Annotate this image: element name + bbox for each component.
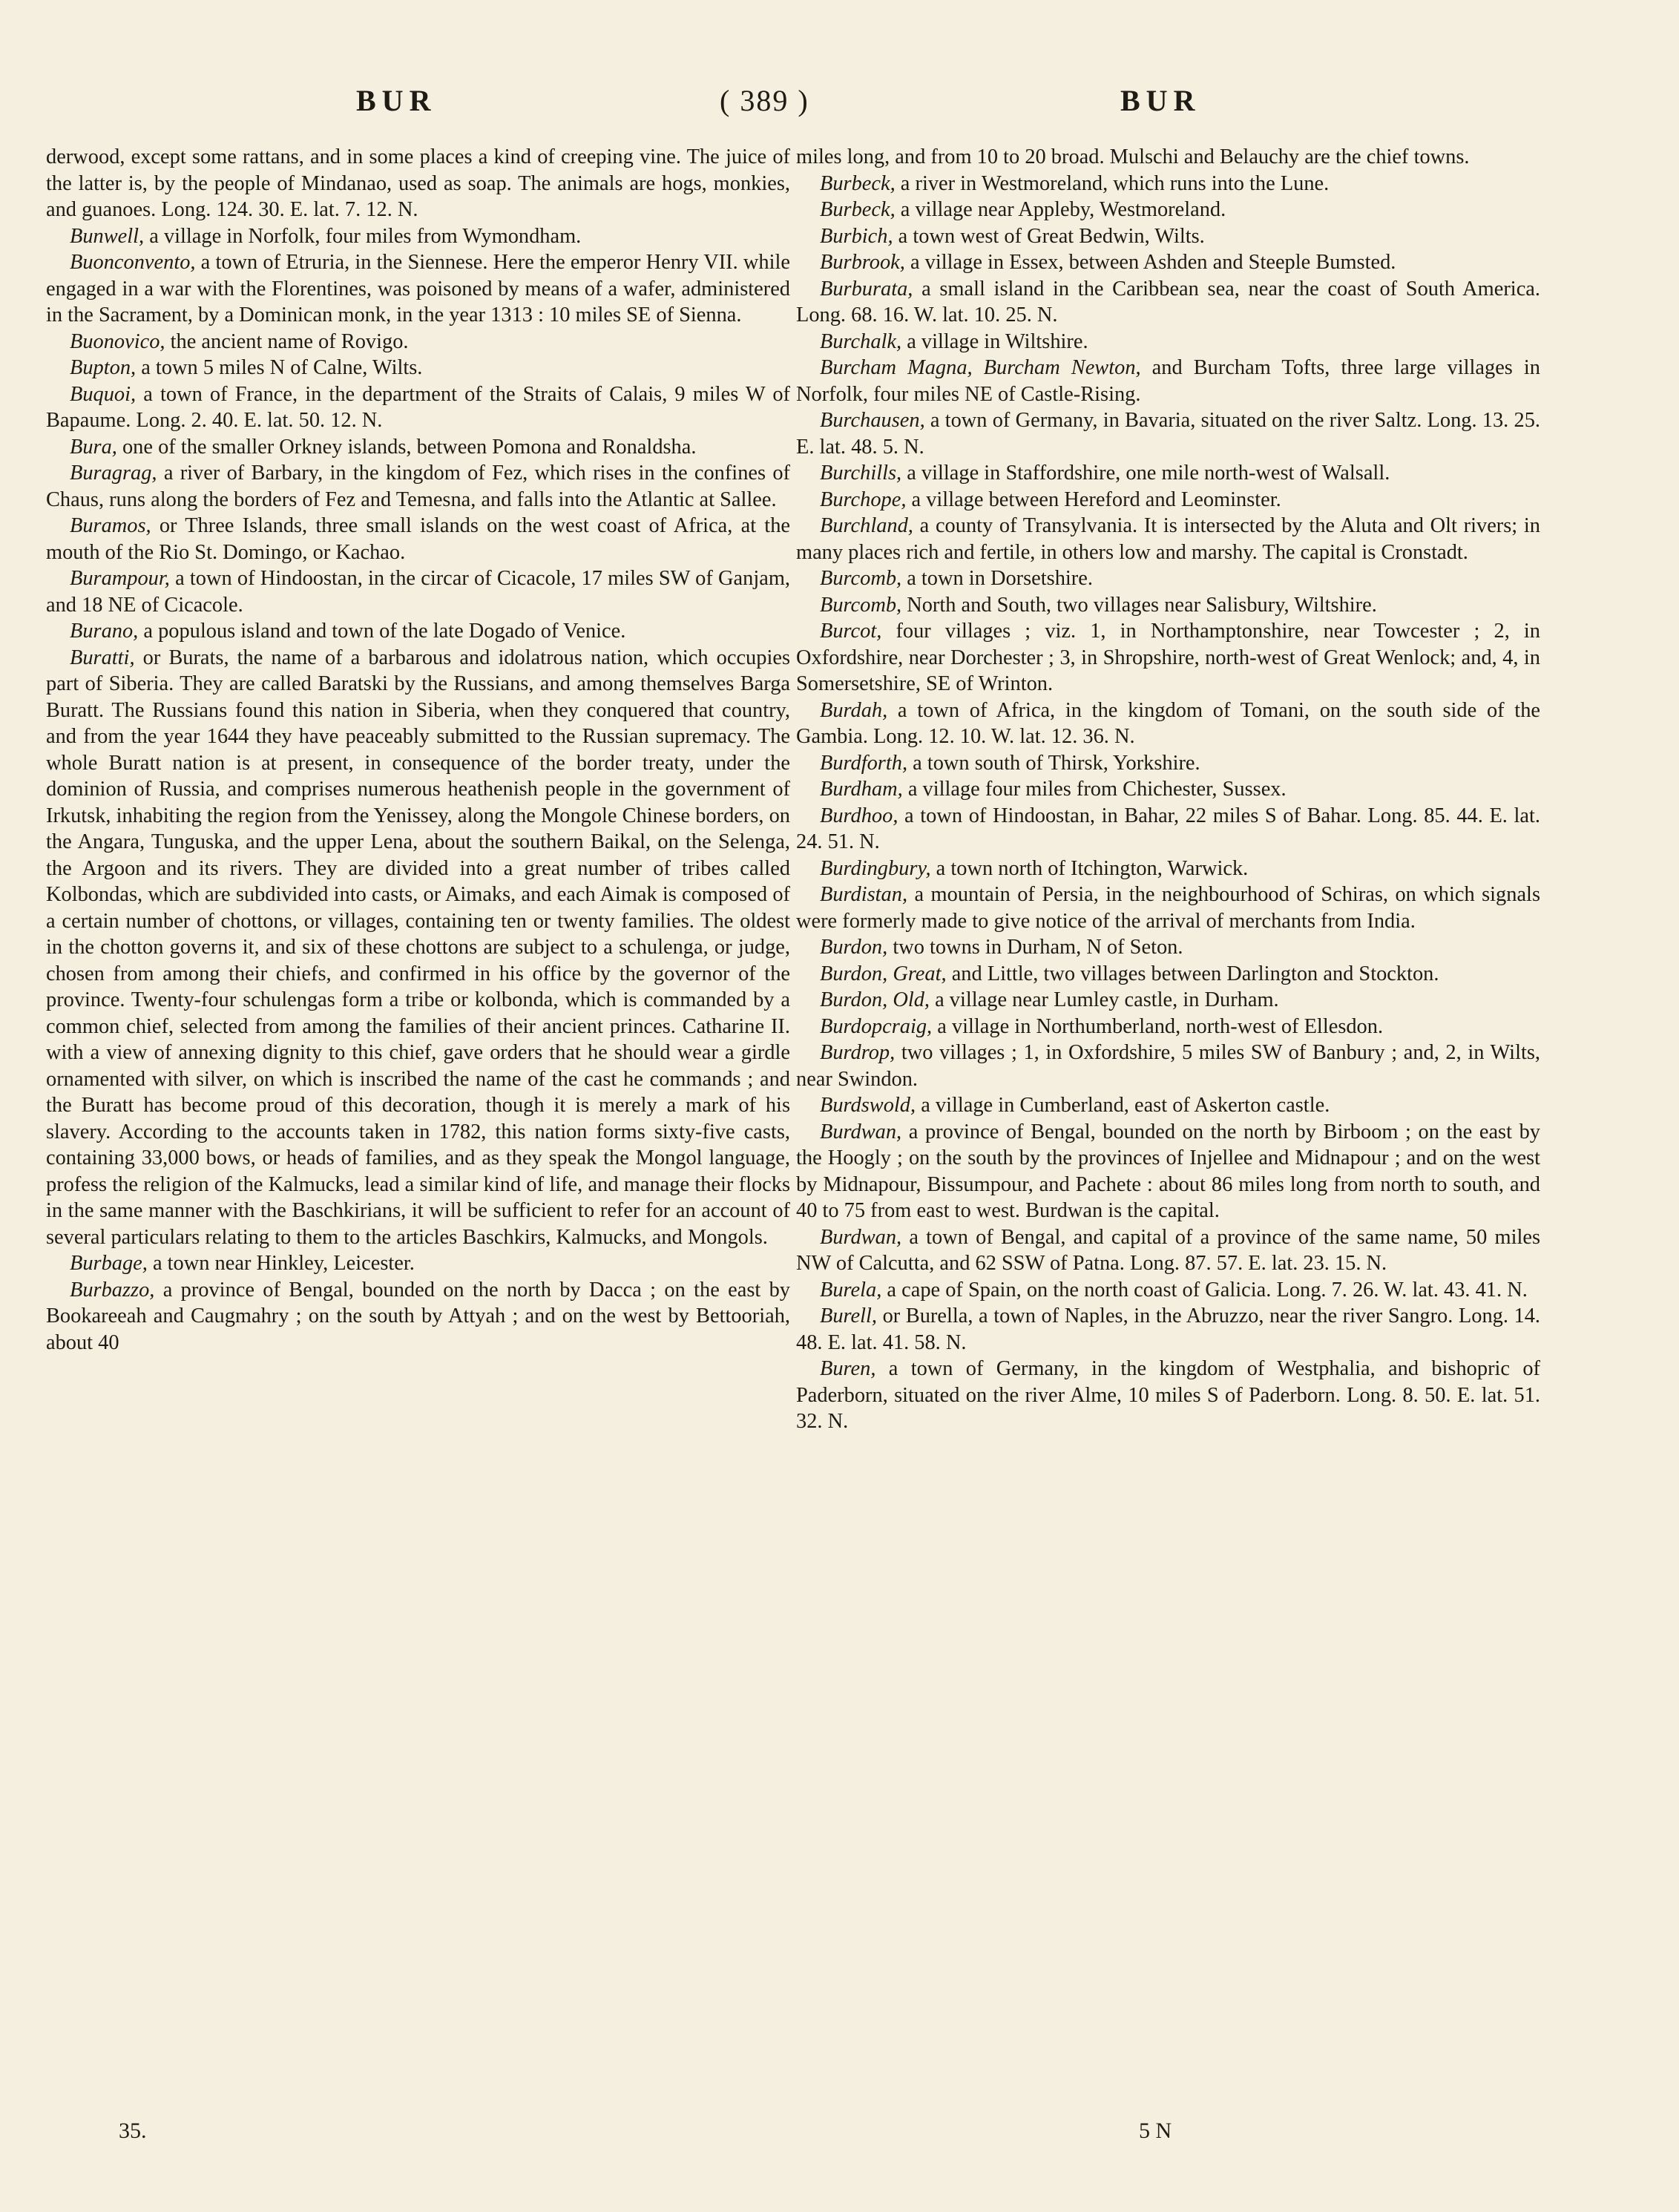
entry-headword: Burdon, Old, <box>820 988 930 1011</box>
entry-text: a populous island and town of the late Dogado of Venice. <box>138 620 626 643</box>
gazetteer-entry <box>46 513 790 565</box>
entry-headword: Burampour, <box>70 567 170 590</box>
entry-text: or Three Islands, three small islands on the west coast of Africa, at the mouth of the Rio St. Domingo, or Kachao. <box>46 514 790 564</box>
running-head-right: BUR <box>1120 84 1201 117</box>
gazetteer-entry <box>46 1250 790 1277</box>
entry-headword: Buonovico, <box>70 329 165 353</box>
entry-text: a town of Hindoostan, in the circar of Cicacole, 17 miles SW of Ganjam, and 18 NE of Cicacole. <box>46 567 790 617</box>
entry-headword: Burchills, <box>820 462 902 485</box>
entry-headword: Burbeck, <box>820 198 896 221</box>
entry-text: a town north of Itchington, Warwick. <box>930 856 1249 880</box>
entry-headword: Burdwan, <box>820 1225 902 1249</box>
entry-headword: Burchland, <box>820 514 913 537</box>
entry-text: a village between Hereford and Leominster. <box>906 488 1281 511</box>
entry-text: a town of Germany, in Bavaria, situated on the river Saltz. Long. 13. 25. E. lat. 48. 5. N. <box>796 409 1540 459</box>
entry-text: a village four miles from Chichester, Sussex. <box>902 778 1287 801</box>
running-head-left: BUR <box>356 84 437 117</box>
gazetteer-entry <box>796 592 1540 619</box>
gazetteer-entry <box>796 197 1540 223</box>
gazetteer-entry <box>796 460 1540 487</box>
entry-text: one of the smaller Orkney islands, between Pomona and Ronaldsha. <box>116 435 697 459</box>
entry-text: a village in Wiltshire. <box>901 329 1088 353</box>
entry-headword: Buramos, <box>70 514 151 537</box>
gazetteer-entry <box>796 1040 1540 1092</box>
gazetteer-entry <box>796 1092 1540 1119</box>
entry-headword: Buratti, <box>70 646 135 669</box>
entry-text: and Burcham Tofts, three large villages in Norfolk, four miles NE of Castle-Rising. <box>796 356 1540 406</box>
entry-text: a town 5 miles N of Calne, Wilts. <box>136 356 423 379</box>
entry-text: a small island in the Caribbean sea, near the coast of South America. Long. 68. 16. W. lat. 10. 25. N. <box>796 277 1540 326</box>
entry-headword: Burburata, <box>820 277 913 301</box>
entry-text: a town of Bengal, and capital of a province of the same name, 50 miles NW of Calcutta, and 62 SSW of Patna. Long. 87. 57. E. lat. 23. 15. N. <box>796 1225 1540 1275</box>
entry-text: a town in Dorsetshire. <box>901 567 1093 590</box>
gazetteer-entry <box>796 1303 1540 1356</box>
entry-text: miles long, and from 10 to 20 broad. Mulschi and Belauchy are the chief towns. <box>796 145 1470 168</box>
entry-text: two towns in Durham, N of Seton. <box>887 936 1183 959</box>
signature-mark: 35. <box>119 2119 147 2143</box>
entry-headword: Buragrag, <box>70 462 157 485</box>
catchword: 5 N <box>1139 2119 1172 2143</box>
entry-text: a mountain of Persia, in the neighbourhood of Schiras, on which signals were formerly made to give notice of the arrival of merchants from India. <box>796 883 1540 933</box>
gazetteer-entry <box>796 776 1540 803</box>
entry-text: a county of Transylvania. It is intersected by the Aluta and Olt rivers; in many places rich and fertile, in others low and marshy. The capital is Cronstadt. <box>796 514 1540 564</box>
entry-headword: Burcomb, <box>820 567 902 590</box>
entry-text: a town of France, in the department of the Straits of Calais, 9 miles W of Bapaume. Long. 2. 40. E. lat. 50. 12. N. <box>46 382 790 432</box>
entry-headword: Burdistan, <box>820 883 908 906</box>
entry-text: a village near Appleby, Westmoreland. <box>895 198 1226 221</box>
entry-headword: Burdingbury, <box>820 856 931 880</box>
entry-text: or Burats, the name of a barbarous and idolatrous nation, which occupies part of Siberia. They are called Baratski by the Russians, and among themselves Barga Buratt. The Russians found this nation in Siberia, when they conquered that country, and from the year 1644 they have peaceably submitted to the Russian supremacy. The whole Buratt nation is at present, in consequence of the border treaty, under the dominion of Russia, and comprises numerous heathenish people in the government of Irkutsk, inhabiting the region from the Yenissey, along the Mongole Chinese borders, on the Angara, Tunguska, and the upper Lena, about the southern Baikal, on the Selenga, the Argoon and its rivers. They are divided into a great number of tribes called Kolbondas, which are subdivided into casts, or Aimaks, and each Aimak is composed of a certain number of chottons, or villages, containing ten or twenty families. The oldest in the chotton governs it, and six of these chottons are subject to a schulenga, or judge, chosen from among their chiefs, and confirmed in his office by the governor of the province. Twenty-four schulengas form a tribe or kolbonda, which is commanded by a common chief, selected from among the families of their ancient princes. Catharine II. with a view of annexing dignity to this chief, gave orders that he should wear a girdle ornamented with silver, on which is inscribed the name of the cast he commands ; and the Buratt has become proud of this decoration, though it is merely a mark of his slavery. According to the accounts taken in 1782, this nation forms sixty-five casts, containing 33,000 bows, or heads of families, and as they speak the Mongol language, profess the religion of the Kalmucks, lead a similar kind of life, and manage their flocks in the same manner with the Baschkirians, it will be sufficient to refer for an account of several particulars relating to them to the articles Baschkirs, Kalmucks, and Mongols. <box>46 646 790 1249</box>
gazetteer-entry <box>796 329 1540 355</box>
running-head <box>0 83 1679 128</box>
entry-headword: Bura, <box>70 435 117 459</box>
right-column <box>796 144 1540 1435</box>
entry-headword: Buonconvento, <box>70 251 196 274</box>
gazetteer-entry <box>46 329 790 355</box>
gazetteer-entry <box>796 565 1540 592</box>
entry-headword: Burbich, <box>820 224 893 248</box>
entry-headword: Burdforth, <box>820 751 908 775</box>
entry-text: a village in Staffordshire, one mile north-west of Walsall. <box>901 462 1390 485</box>
gazetteer-entry <box>796 961 1540 988</box>
entry-text: a town of Etruria, in the Siennese. Here the emperor Henry VII. while engaged in a war with the Florentines, was poisoned by means of a wafer, administered in the Sacrament, by a Dominican monk, in the year 1313 : 10 miles SE of Sienna. <box>46 251 790 326</box>
entry-headword: Burell, <box>820 1304 878 1327</box>
gazetteer-entry <box>46 460 790 513</box>
entry-headword: Burdwan, <box>820 1120 902 1143</box>
entry-text: a province of Bengal, bounded on the north by Birboom ; on the east by the Hoogly ; on the south by the provinces of Injellee and Midnapour ; and on the west by Midnapour, Bissumpour, and Pachete : about 86 miles long from north to south, and 40 to 75 from east to west. Burdwan is the capital. <box>796 1120 1540 1222</box>
gazetteer-entry <box>796 987 1540 1014</box>
gazetteer-entry <box>796 171 1540 197</box>
gazetteer-entry <box>796 882 1540 934</box>
gazetteer-entry <box>796 803 1540 856</box>
entry-headword: Burano, <box>70 620 139 643</box>
gazetteer-entry <box>46 1277 790 1356</box>
entry-headword: Burchausen, <box>820 409 925 432</box>
gazetteer-entry <box>46 223 790 250</box>
entry-text: a village in Norfolk, four miles from Wymondham. <box>144 224 582 248</box>
gazetteer-entry <box>46 645 790 1251</box>
gazetteer-entry <box>796 276 1540 329</box>
entry-headword: Burdrop, <box>820 1041 896 1064</box>
gazetteer-entry <box>796 513 1540 565</box>
gazetteer-entry <box>796 407 1540 460</box>
gazetteer-entry <box>796 618 1540 698</box>
entry-headword: Burdswold, <box>820 1094 916 1117</box>
entry-text: a village near Lumley castle, in Durham. <box>930 988 1279 1011</box>
gazetteer-entry <box>46 381 790 434</box>
entry-headword: Bupton, <box>70 356 137 379</box>
entry-headword: Buren, <box>820 1357 876 1380</box>
entry-headword: Burbrook, <box>820 251 905 274</box>
entry-headword: Burbage, <box>70 1252 148 1275</box>
gazetteer-entry <box>796 1356 1540 1435</box>
entry-headword: Burdopcraig, <box>820 1014 933 1038</box>
entry-text: a river in Westmoreland, which runs into the Lune. <box>895 171 1330 195</box>
entry-text: a village in Northumberland, north-west of Ellesdon. <box>932 1014 1384 1038</box>
entry-text: a town south of Thirsk, Yorkshire. <box>907 751 1200 775</box>
gazetteer-entry <box>796 223 1540 250</box>
entry-text: a village in Cumberland, east of Askerton castle. <box>916 1094 1330 1117</box>
gazetteer-entry <box>796 1014 1540 1040</box>
entry-headword: Burdah, <box>820 698 888 722</box>
page-number: ( 389 ) <box>720 84 809 117</box>
entry-headword: Burcomb, <box>820 593 902 617</box>
entry-headword: Bunwell, <box>70 224 145 248</box>
left-column <box>46 144 790 1356</box>
entry-text: a town of Africa, in the kingdom of Tomani, on the south side of the Gambia. Long. 12. 10. W. lat. 12. 36. N. <box>796 698 1540 748</box>
entry-text: the ancient name of Rovigo. <box>165 329 409 353</box>
gazetteer-entry <box>46 249 790 329</box>
entry-text: a town west of Great Bedwin, Wilts. <box>893 224 1205 248</box>
entry-headword: Burcot, <box>820 620 882 643</box>
entry-text: a province of Bengal, bounded on the north by Dacca ; on the east by Bookareeah and Caugmahry ; on the south by Attyah ; and on the west by Bettooriah, about 40 <box>46 1278 790 1354</box>
gazetteer-entry <box>796 144 1540 171</box>
entry-headword: Buquoi, <box>70 382 137 406</box>
entry-headword: Burchope, <box>820 488 907 511</box>
gazetteer-entry <box>796 1224 1540 1277</box>
entry-headword: Burdon, Great, <box>820 962 947 985</box>
gazetteer-entry <box>796 1277 1540 1304</box>
entry-text: a village in Essex, between Ashden and Steeple Bumsted. <box>904 251 1396 274</box>
entry-text: or Burella, a town of Naples, in the Abruzzo, near the river Sangro. Long. 14. 48. E. lat. 41. 58. N. <box>796 1304 1540 1354</box>
entry-headword: Burbeck, <box>820 171 896 195</box>
entry-headword: Burdon, <box>820 936 888 959</box>
gazetteer-entry <box>796 698 1540 750</box>
entry-text: a town of Hindoostan, in Bahar, 22 miles S of Bahar. Long. 85. 44. E. lat. 24. 51. N. <box>796 804 1540 853</box>
gazetteer-entry <box>46 434 790 461</box>
gazetteer-entry <box>46 565 790 618</box>
entry-headword: Burcham Magna, Burcham Newton, <box>820 356 1141 379</box>
gazetteer-entry <box>796 487 1540 513</box>
entry-text: a cape of Spain, on the north coast of Galicia. Long. 7. 26. W. lat. 43. 41. N. <box>881 1278 1528 1302</box>
entry-headword: Burchalk, <box>820 329 902 353</box>
gazetteer-entry <box>796 934 1540 961</box>
gazetteer-entry <box>796 1119 1540 1224</box>
entry-text: a town of Germany, in the kingdom of Westphalia, and bishopric of Paderborn, situated on the river Alme, 10 miles S of Paderborn. Long. 8. 50. E. lat. 51. 32. N. <box>796 1357 1540 1433</box>
gazetteer-entry <box>796 249 1540 276</box>
entry-headword: Burela, <box>820 1278 882 1302</box>
entry-headword: Burdhoo, <box>820 804 898 827</box>
gazetteer-entry <box>796 856 1540 882</box>
gazetteer-entry <box>46 618 790 645</box>
entry-headword: Burbazzo, <box>70 1278 155 1302</box>
gazetteer-entry <box>796 355 1540 407</box>
entry-text: a town near Hinkley, Leicester. <box>147 1252 415 1275</box>
gazetteer-entry <box>46 355 790 381</box>
entry-text: North and South, two villages near Salisbury, Wiltshire. <box>901 593 1377 617</box>
entry-headword: Burdham, <box>820 778 903 801</box>
entry-text: and Little, two villages between Darlington and Stockton. <box>946 962 1439 985</box>
entry-text: four villages ; viz. 1, in Northamptonshire, near Towcester ; 2, in Oxfordshire, near Dorchester ; 3, in Shropshire, north-west of Great Wenlock; and, 4, in Somersetshire, SE of Wrinton. <box>796 620 1540 695</box>
entry-text: derwood, except some rattans, and in some places a kind of creeping vine. The juice of the latter is, by the people of Mindanao, used as soap. The animals are hogs, monkies, and guanoes. Long. 124. 30. E. lat. 7. 12. N. <box>46 145 790 221</box>
gazetteer-entry <box>46 144 790 223</box>
entry-text: two villages ; 1, in Oxfordshire, 5 miles SW of Banbury ; and, 2, in Wilts, near Swindon. <box>796 1041 1540 1091</box>
gazetteer-entry <box>796 750 1540 777</box>
entry-text: a river of Barbary, in the kingdom of Fez, which rises in the confines of Chaus, runs along the borders of Fez and Temesna, and falls into the Atlantic at Sallee. <box>46 462 790 511</box>
